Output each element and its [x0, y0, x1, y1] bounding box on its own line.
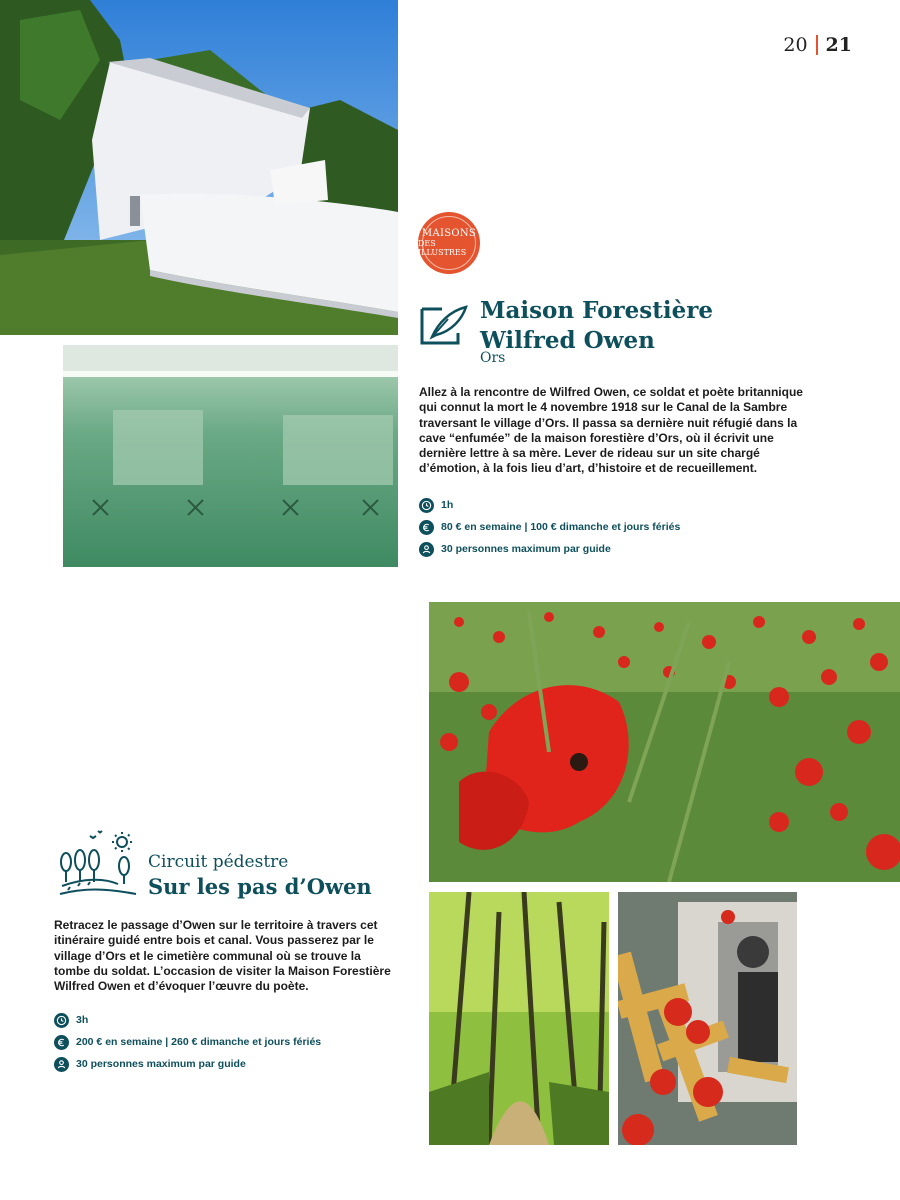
clock-icon: [419, 498, 434, 513]
section2-info: [54, 1011, 321, 1077]
euro-icon: [54, 1035, 69, 1050]
page-number-divider: [816, 35, 818, 55]
person-icon: [419, 542, 434, 557]
section2-duration: 3h: [76, 1014, 89, 1026]
section2-duration-row: [54, 1011, 321, 1029]
badge-ring: [422, 216, 476, 270]
section2-capacity-row: [54, 1055, 321, 1073]
walking-trail-icon: [54, 828, 138, 898]
page-number-left: 20: [783, 34, 808, 56]
person-icon: [54, 1057, 69, 1072]
section2-description: Retracez le passage d’Owen sur le territoire à travers cet itinéraire guidé entre bois et canal. Vous passerez par le village d’Ors et le cimetière communal où se trouve la tombe du soldat. L’occasion de visiter la Maison Forestière Wilfred Owen et d’évoquer l’œuvre du poète.: [54, 918, 391, 994]
section1-price-row: [419, 518, 680, 536]
euro-icon: [419, 520, 434, 535]
photo-memorial-crosses: [618, 892, 797, 1145]
photo-poppy-field: [429, 602, 900, 882]
section2-price: 200 € en semaine | 260 € dimanche et jours fériés: [76, 1036, 322, 1048]
section1-info: [419, 496, 680, 562]
photo-forest-path: [429, 892, 609, 1145]
page-numbers: [783, 34, 852, 56]
section2-price-row: [54, 1033, 321, 1051]
section2-title: Sur les pas d’Owen: [148, 874, 372, 899]
section1-title-line1: Maison Forestière: [480, 297, 713, 324]
section2-subtitle: Circuit pédestre: [148, 852, 289, 872]
section1-place: Ors: [480, 350, 506, 366]
photo-maison-forestiere: [0, 0, 398, 335]
section1-capacity: 30 personnes maximum par guide: [441, 543, 611, 555]
clock-icon: [54, 1013, 69, 1028]
photo-glass-panels: [63, 345, 398, 567]
section1-title-line2: Wilfred Owen: [480, 327, 655, 354]
badge-line2: DES ILLUSTRES: [418, 239, 467, 257]
badge-line1: MAISONS: [421, 228, 477, 239]
section1-duration-row: [419, 496, 680, 514]
section1-description: Allez à la rencontre de Wilfred Owen, ce soldat et poète britannique qui connut la mort le 4 novembre 1918 sur le Canal de la Sambre traversant le village d’Ors. Il passa sa dernière nuit réfugié dans la cave “enfumée” de la maison forestière d’Ors, où il écrivit une dernière lettre à sa mère. Lever de rideau sur un site chargé d’émotion, à la fois lieu d’art, d’histoire et de recueillement.: [419, 385, 803, 476]
quill-icon: [418, 303, 468, 347]
section1-title: [480, 296, 713, 356]
section2-capacity: 30 personnes maximum par guide: [76, 1058, 246, 1070]
section1-duration: 1h: [441, 499, 454, 511]
maisons-des-illustres-logo: [418, 212, 480, 274]
section1-price: 80 € en semaine | 100 € dimanche et jours fériés: [441, 521, 681, 533]
page-number-right: 21: [825, 34, 852, 56]
section1-capacity-row: [419, 540, 680, 558]
